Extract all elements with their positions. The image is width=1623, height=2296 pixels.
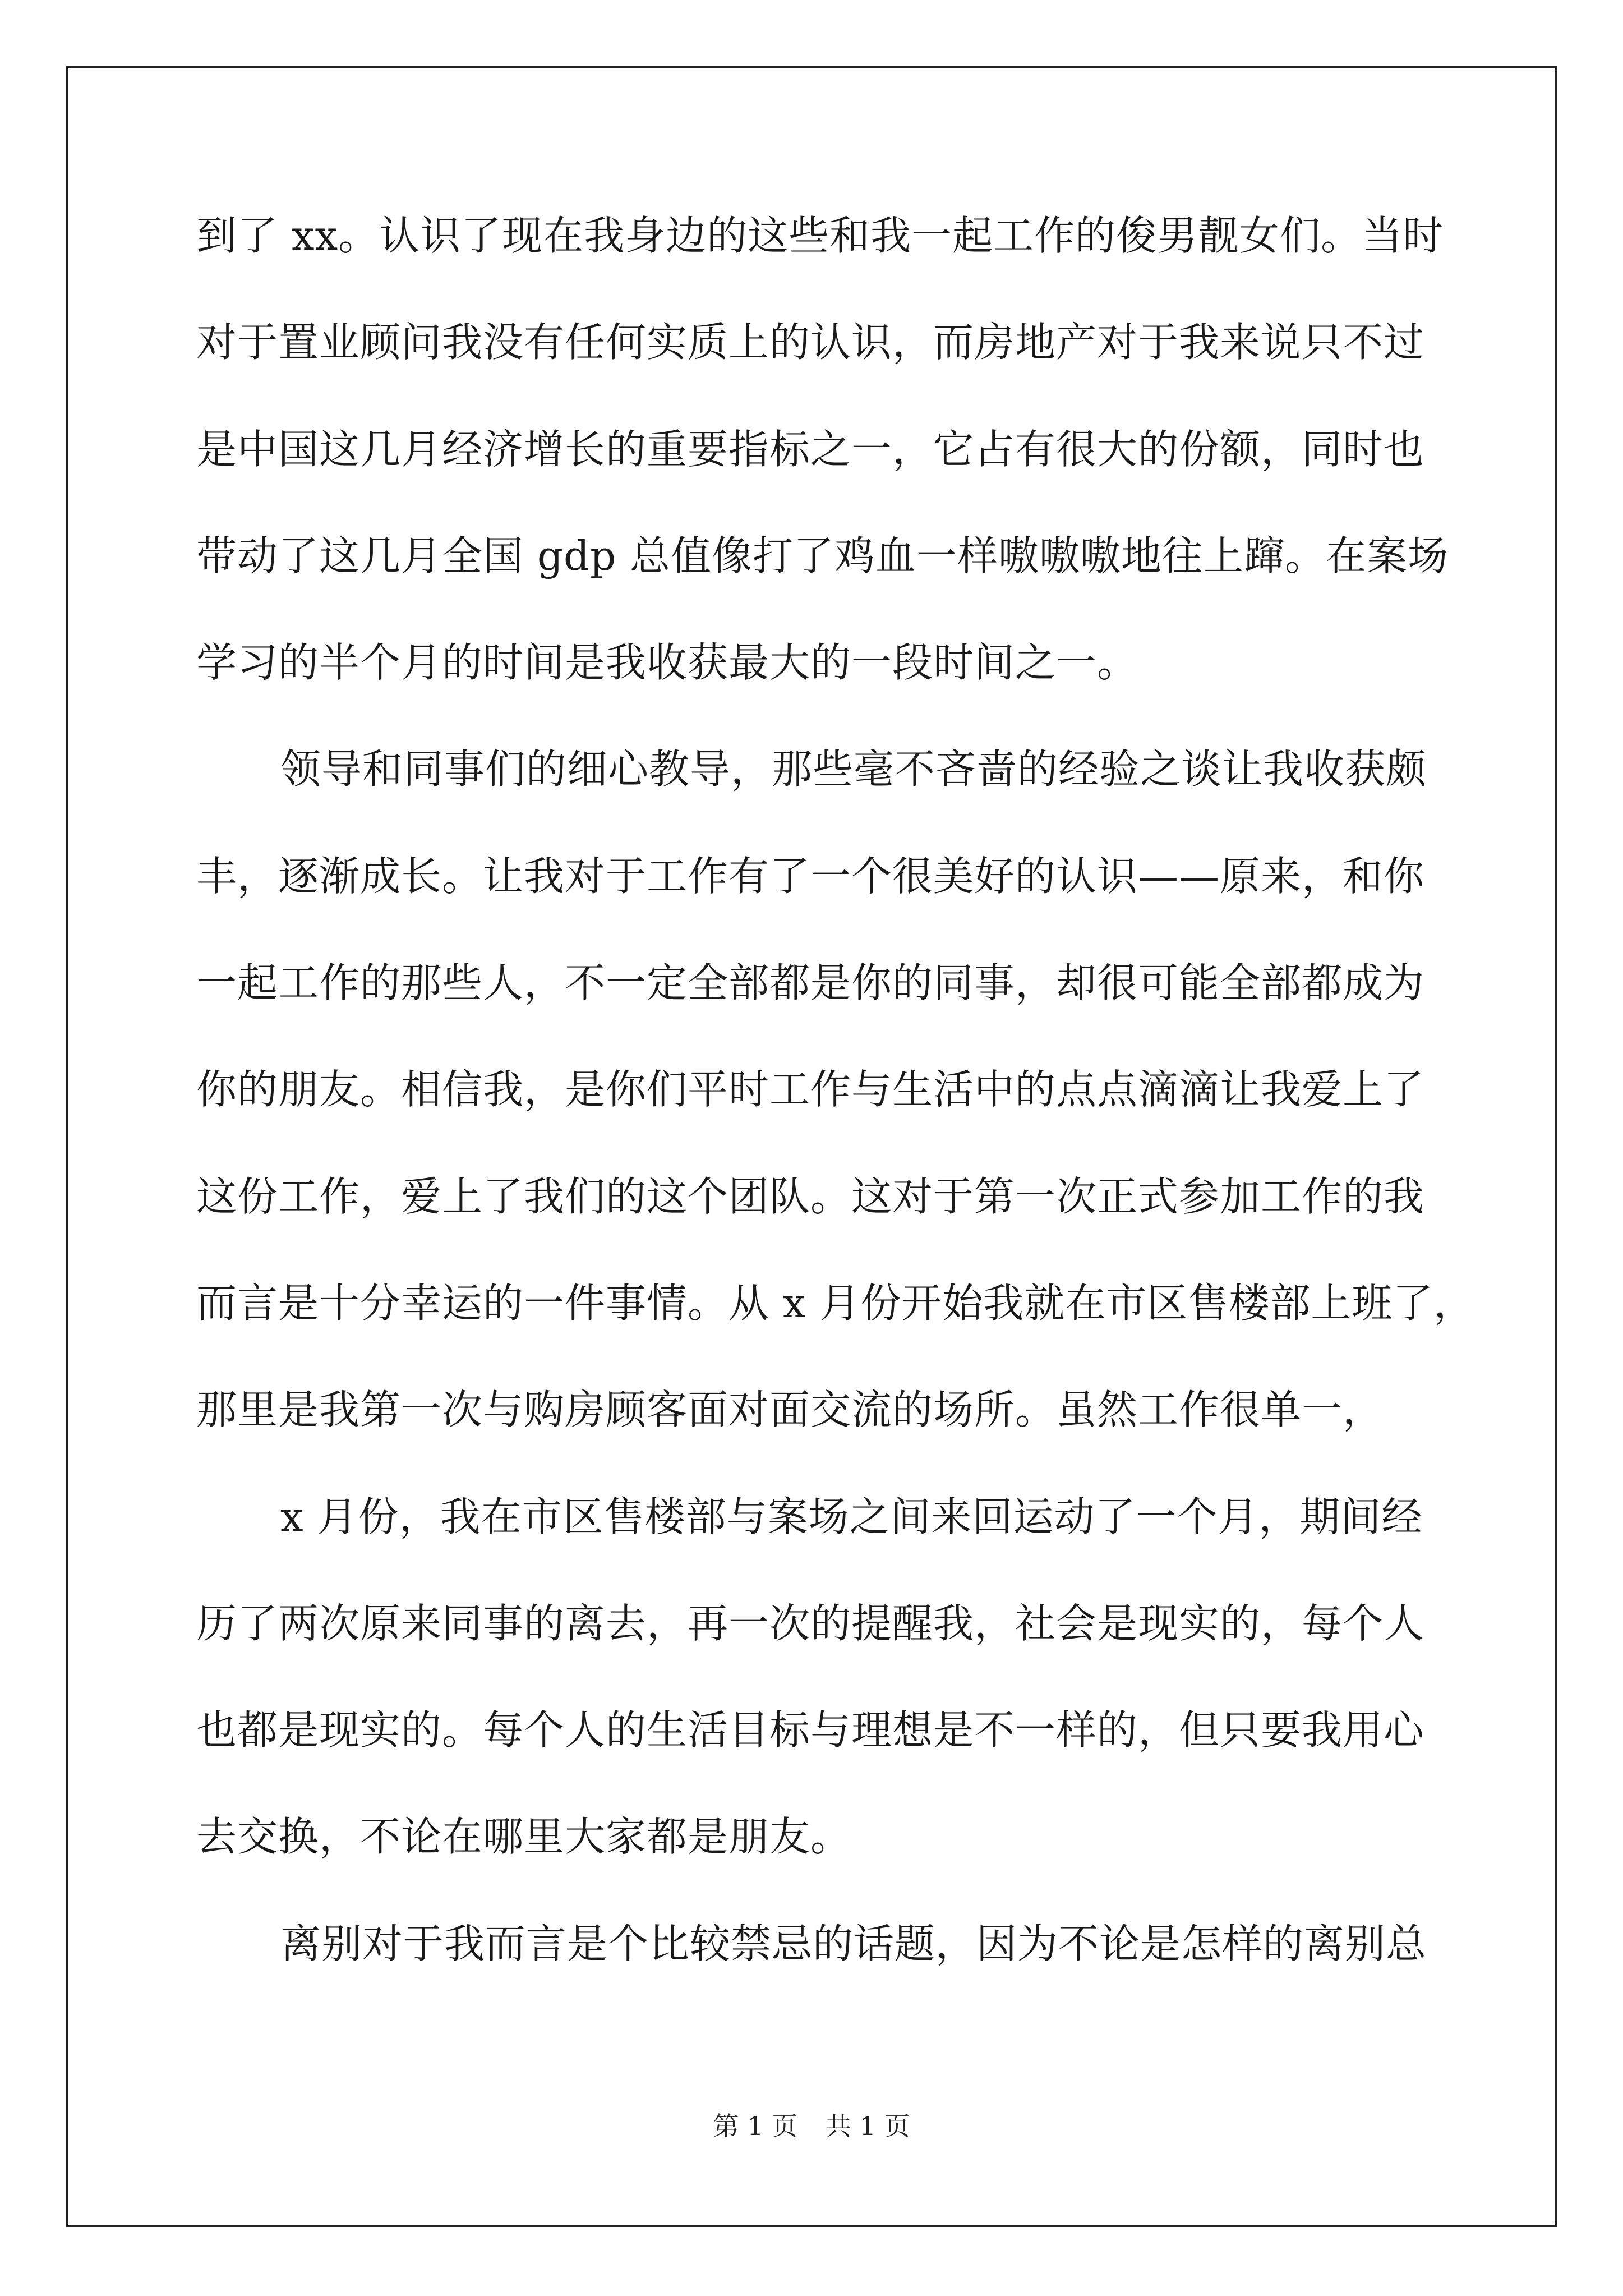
text-line: 去交换，不论在哪里大家都是朋友。 [196,1813,852,1861]
text-line: 是中国这几月经济增长的重要指标之一，它占有很大的份额，同时也 [196,425,1425,473]
text-line: 这份工作，爱上了我们的这个团队。这对于第一次正式参加工作的我 [196,1172,1425,1220]
document-body [196,208,1475,2022]
page-number: 第 1 页 [713,2111,797,2141]
text-line: 对于置业顾问我没有任何实质上的认识，而房地产对于我来说只不过 [196,319,1425,366]
text-line: 学习的半个月的时间是我收获最大的一段时间之一。 [196,639,1138,687]
text-line: 领导和同事们的细心教导，那些毫不吝啬的经验之谈让我收获颇 [280,746,1427,793]
page-footer [0,2109,1623,2143]
text-line: x 月份，我在市区售楼部与案场之间来回运动了一个月，期间经 [280,1493,1423,1540]
text-line: 你的朋友。相信我，是你们平时工作与生活中的点点滴滴让我爱上了 [196,1066,1425,1114]
text-line: 那里是我第一次与购房顾客面对面交流的场所。虽然工作很单一， [196,1386,1384,1434]
text-line: 带动了这几月全国 gdp 总值像打了鸡血一样嗷嗷嗷地往上蹿。在案场 [196,532,1449,579]
text-line: 一起工作的那些人，不一定全部都是你的同事，却很可能全部都成为 [196,959,1425,1007]
text-line: 丰，逐渐成长。让我对于工作有了一个很美好的认识——原来，和你 [196,852,1425,900]
text-line: 也都是现实的。每个人的生活目标与理想是不一样的，但只要我用心 [196,1706,1425,1754]
text-line: 到了 xx。认识了现在我身边的这些和我一起工作的俊男靓女们。当时 [196,212,1444,259]
text-line: 离别对于我而言是个比较禁忌的话题，因为不论是怎样的离别总 [280,1920,1427,1967]
page-count: 共 1 页 [826,2111,910,2141]
text-line: 历了两次原来同事的离去，再一次的提醒我，社会是现实的，每个人 [196,1599,1425,1647]
text-line: 而言是十分幸运的一件事情。从 x 月份开始我就在市区售楼部上班了， [196,1279,1475,1327]
